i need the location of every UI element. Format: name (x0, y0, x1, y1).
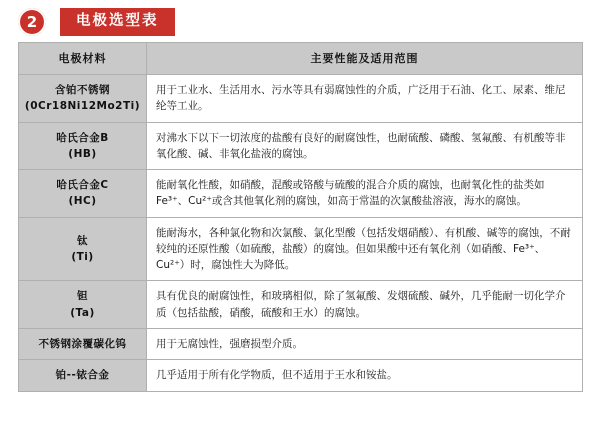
description-text: 用于无腐蚀性，强磨损型介质。 (156, 337, 303, 350)
description-text: 能耐氧化性酸，如硝酸，混酸或铬酸与硫酸的混合介质的腐蚀，也耐氧化性的盐类如Fe³⁺、Cu²⁺或含其他氧化剂的腐蚀，如高于常温的次氯酸盐溶液，海水的腐蚀。 (156, 179, 545, 208)
table-row (19, 75, 583, 123)
material-code-line: (Ti) (71, 251, 94, 264)
table-row (19, 217, 583, 281)
table-row (19, 170, 583, 218)
table-body (19, 75, 583, 391)
material-name-line: 含铂不锈钢 (55, 84, 110, 97)
description-text: 用于工业水、生活用水、污水等具有弱腐蚀性的介质，广泛用于石油、化工、尿素、维尼纶等工业。 (156, 84, 566, 113)
description-text: 对沸水下以下一切浓度的盐酸有良好的耐腐蚀性，也耐硫酸、磷酸、氢氟酸、有机酸等非氧化酸、碱、非氧化盐液的腐蚀。 (156, 131, 566, 160)
column-header-performance: 主要性能及适用范围 (147, 43, 583, 75)
section-number-badge: 2 (18, 8, 46, 36)
material-name-line: 不锈钢涂覆碳化钨 (38, 337, 127, 350)
cell-material (19, 122, 147, 170)
material-name-line: 哈氏合金C (56, 179, 109, 192)
cell-material (19, 75, 147, 123)
material-code-line: (HB) (68, 147, 97, 160)
cell-material (19, 328, 147, 359)
cell-material (19, 360, 147, 391)
cell-material (19, 170, 147, 218)
cell-description (147, 170, 583, 218)
table-row (19, 360, 583, 391)
cell-description (147, 360, 583, 391)
table-container (0, 42, 600, 392)
cell-description (147, 75, 583, 123)
cell-material (19, 281, 147, 329)
material-name-line: 哈氏合金B (56, 131, 109, 144)
cell-description (147, 281, 583, 329)
cell-description (147, 328, 583, 359)
material-code-line: (0Cr18Ni12Mo2Ti) (24, 100, 141, 113)
material-name-line: 钽 (77, 290, 88, 303)
electrode-selection-table (18, 42, 583, 392)
table-row (19, 122, 583, 170)
column-header-material: 电极材料 (19, 43, 147, 75)
cell-description (147, 122, 583, 170)
material-name-line: 铂--铱合金 (55, 369, 110, 382)
description-text: 具有优良的耐腐蚀性，和玻璃相似，除了氢氟酸、发烟硫酸、碱外，几乎能耐一切化学介质（包括盐酸，硝酸，硫酸和王水）的腐蚀。 (156, 290, 566, 319)
table-header-row (19, 43, 583, 75)
page-title: 电极选型表 (60, 8, 175, 36)
material-code-line: (HC) (68, 195, 97, 208)
description-text: 能耐海水，各种氯化物和次氯酸、氯化型酸（包括发烟硝酸）、有机酸、碱等的腐蚀，不耐较纯的还原性酸（如硫酸，盐酸）的腐蚀。但如果酸中还有氧化剂（如硝酸、Fe³⁺、Cu²⁺）时，腐蚀性大为降低。 (156, 226, 571, 272)
cell-material (19, 217, 147, 281)
material-name-line: 钛 (77, 234, 88, 247)
cell-description (147, 217, 583, 281)
material-code-line: (Ta) (70, 306, 95, 319)
table-row (19, 281, 583, 329)
table-row (19, 328, 583, 359)
description-text: 几乎适用于所有化学物质，但不适用于王水和铵盐。 (156, 369, 398, 382)
document-header (0, 0, 600, 42)
